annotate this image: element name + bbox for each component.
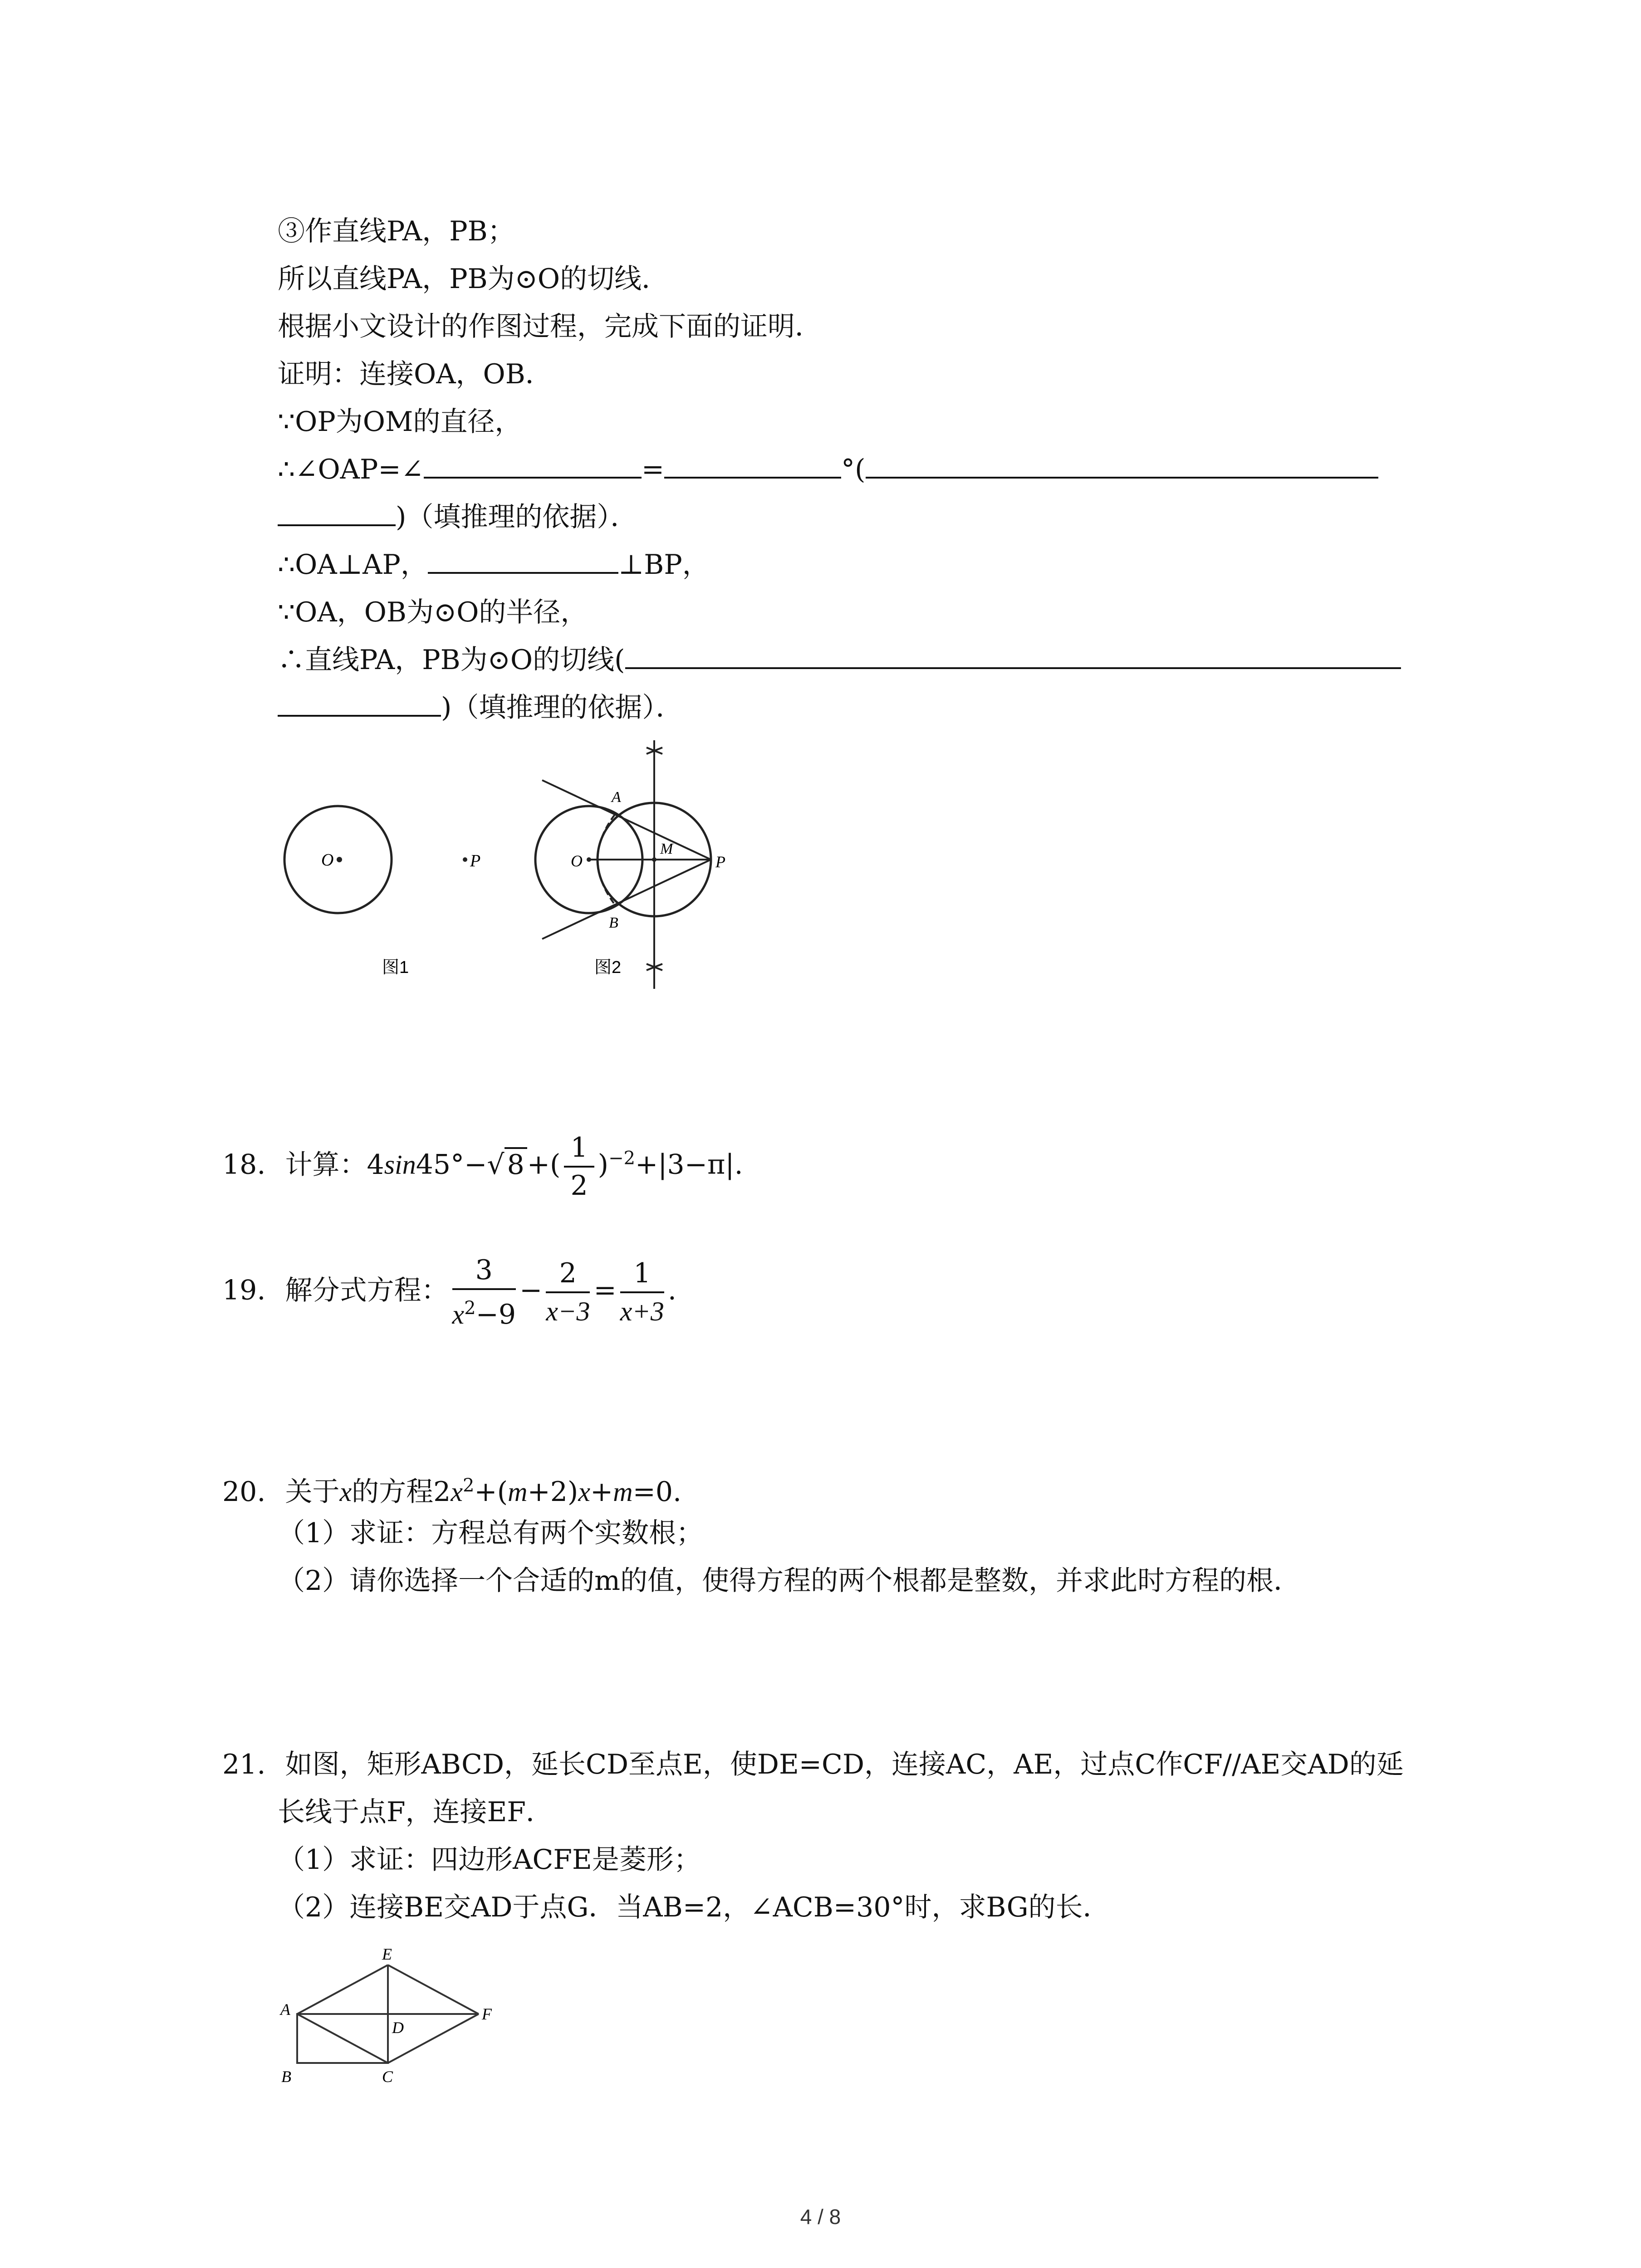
- q17-because1: ∵OP为OM的直径，: [278, 406, 522, 438]
- q19-f2-num: 2: [546, 1255, 590, 1293]
- q17-reason1: [278, 494, 637, 540]
- answer-blank-5[interactable]: [428, 545, 618, 574]
- question-19: [222, 1252, 676, 1333]
- q18-sqrt-val: 8: [505, 1147, 527, 1181]
- answer-blank-6[interactable]: [625, 640, 1401, 669]
- q18-number: 18.: [222, 1149, 266, 1181]
- q19-end: .: [667, 1274, 676, 1306]
- segment-ac: [297, 2014, 388, 2063]
- q17-reason1-tail: )（填推理的依据）．: [396, 501, 638, 533]
- q20-stem-a: 关于: [285, 1476, 340, 1508]
- center-dot-fig1: [337, 857, 342, 862]
- q20-number: 20.: [222, 1476, 266, 1508]
- question-20: [222, 1463, 681, 1515]
- q21-line1: 如图，矩形ABCD，延长CD至点E，使DE=CD，连接AC，AE，过点C作CF//AE交AD的延: [285, 1749, 1404, 1780]
- label-b-fig2: B: [609, 914, 618, 931]
- segment-ae: [297, 1965, 388, 2014]
- q17-therefore3-text: ∴直线PA，PB为⊙O的切线(: [278, 644, 625, 676]
- figure-1-label: 图1: [382, 958, 409, 977]
- tangent-pb: [542, 860, 711, 939]
- q19-prefix: 解分式方程：: [285, 1274, 449, 1306]
- q17-conclusion: 所以直线PA，PB为⊙O的切线．: [278, 263, 669, 295]
- q20-stem-f: =0.: [632, 1476, 682, 1508]
- q19-f1-den: [452, 1290, 516, 1333]
- q17-proof-start: 证明：连接OA，OB．: [278, 358, 553, 390]
- q21-number: 21.: [222, 1749, 266, 1780]
- q17-reason2: [278, 685, 683, 730]
- label-d: D: [392, 2019, 404, 2037]
- label-f: F: [482, 2005, 492, 2023]
- answer-blank-4[interactable]: [278, 497, 396, 526]
- label-c: C: [382, 2068, 393, 2086]
- answer-blank-2[interactable]: [664, 450, 841, 479]
- page-number: 4 / 8: [800, 2205, 841, 2229]
- q19-f1-den-exp: 2: [464, 1298, 476, 1319]
- q17-therefore1-b: =: [641, 454, 665, 485]
- q20-stem-d: +2): [527, 1476, 578, 1508]
- q18-prefix: 计算：4: [285, 1149, 384, 1181]
- q19-f1-den-rest: −9: [475, 1299, 516, 1330]
- q20-stem-c: +(: [474, 1476, 508, 1508]
- q17-therefore1-c: °(: [841, 454, 866, 485]
- label-p-fig2: P: [715, 853, 725, 871]
- point-p-fig1: [463, 857, 467, 862]
- q20-part1: （1）求证：方程总有两个实数根；: [278, 1517, 704, 1549]
- q20-part2: （2）请你选择一个合适的m的值，使得方程的两个根都是整数，并求此时方程的根．: [278, 1565, 1301, 1597]
- q20-exp2: 2: [462, 1475, 475, 1496]
- q17-therefore2-a: ∴OA⊥AP，: [278, 549, 428, 581]
- answer-blank-3[interactable]: [866, 450, 1378, 479]
- q18-tail: +|3−π|.: [635, 1149, 743, 1181]
- q21-figure: [272, 1937, 508, 2087]
- q19-f1-den-x: x: [452, 1300, 465, 1330]
- q21-part1: （1）求证：四边形ACFE是菱形；: [278, 1844, 701, 1876]
- answer-blank-7[interactable]: [278, 688, 441, 717]
- segment-ef: [388, 1965, 479, 2014]
- q20-x-2: x: [451, 1477, 463, 1507]
- q19-f1-num: 3: [452, 1252, 516, 1290]
- answer-blank-1[interactable]: [424, 450, 642, 479]
- q20-m-2: m: [613, 1477, 633, 1507]
- point-o-fig2: [587, 857, 591, 862]
- label-o-fig1: O: [321, 850, 334, 870]
- label-a-fig2: A: [612, 789, 621, 806]
- q17-therefore3: [278, 637, 1401, 683]
- q19-f2-den: x−3: [546, 1296, 590, 1326]
- q19-minus: −: [519, 1274, 543, 1306]
- q20-stem-e: +: [590, 1476, 613, 1508]
- q17-instruction: 根据小文设计的作图过程，完成下面的证明．: [278, 311, 822, 342]
- label-m-fig2: M: [660, 841, 673, 857]
- label-e: E: [382, 1945, 392, 1963]
- question-18: [222, 1129, 743, 1204]
- figure-2: [535, 740, 725, 989]
- q19-fraction-3: [620, 1255, 664, 1330]
- q19-fraction-1: [452, 1252, 516, 1333]
- q17-therefore1-a: ∴∠OAP=∠: [278, 454, 424, 485]
- q17-because2: ∵OA，OB为⊙O的半径，: [278, 596, 588, 628]
- q19-eq: =: [593, 1274, 617, 1306]
- q17-therefore1: [278, 447, 1378, 492]
- q18-close: ): [598, 1149, 609, 1181]
- label-b: B: [281, 2068, 291, 2086]
- q18-sin: sin: [384, 1149, 416, 1180]
- q20-m-1: m: [508, 1477, 528, 1507]
- q17-figures: [263, 735, 762, 998]
- figure-2-label: 图2: [594, 958, 622, 977]
- q18-sqrt: √ 8: [487, 1149, 527, 1181]
- q19-fraction-2: [546, 1255, 590, 1330]
- point-m-fig2: [652, 857, 656, 862]
- figure-1: [284, 806, 480, 977]
- tangent-pa: [542, 780, 711, 860]
- label-a: A: [280, 2000, 290, 2019]
- q18-frac-den: 2: [570, 1170, 588, 1202]
- label-o-fig2: O: [571, 852, 583, 870]
- q17-step3: ③作直线PA，PB；: [278, 215, 515, 247]
- q20-stem-b: 的方程2: [352, 1476, 451, 1508]
- q19-number: 19.: [222, 1274, 266, 1306]
- q19-f3-num: 1: [620, 1255, 664, 1293]
- q21-part2: （2）连接BE交AD于点G．当AB=2，∠ACB=30°时，求BG的长．: [278, 1892, 1110, 1923]
- q18-fraction: [564, 1129, 594, 1204]
- q18-a1: 45°−: [416, 1149, 487, 1181]
- q18-plus: +(: [527, 1149, 561, 1181]
- q21-line2: 长线于点F，连接EF．: [278, 1796, 554, 1828]
- q17-therefore2-b: ⊥BP，: [618, 549, 710, 581]
- q17-reason2-tail: )（填推理的依据）．: [441, 692, 683, 723]
- q20-x-1: x: [339, 1477, 352, 1507]
- q19-f3-den: x+3: [620, 1296, 664, 1326]
- q20-x-3: x: [578, 1477, 590, 1507]
- label-p-fig1: P: [470, 851, 481, 870]
- q18-exp: −2: [608, 1148, 636, 1169]
- q17-therefore2: [278, 542, 710, 587]
- q18-frac-num: 1: [564, 1129, 594, 1168]
- question-21: [222, 1742, 1404, 1787]
